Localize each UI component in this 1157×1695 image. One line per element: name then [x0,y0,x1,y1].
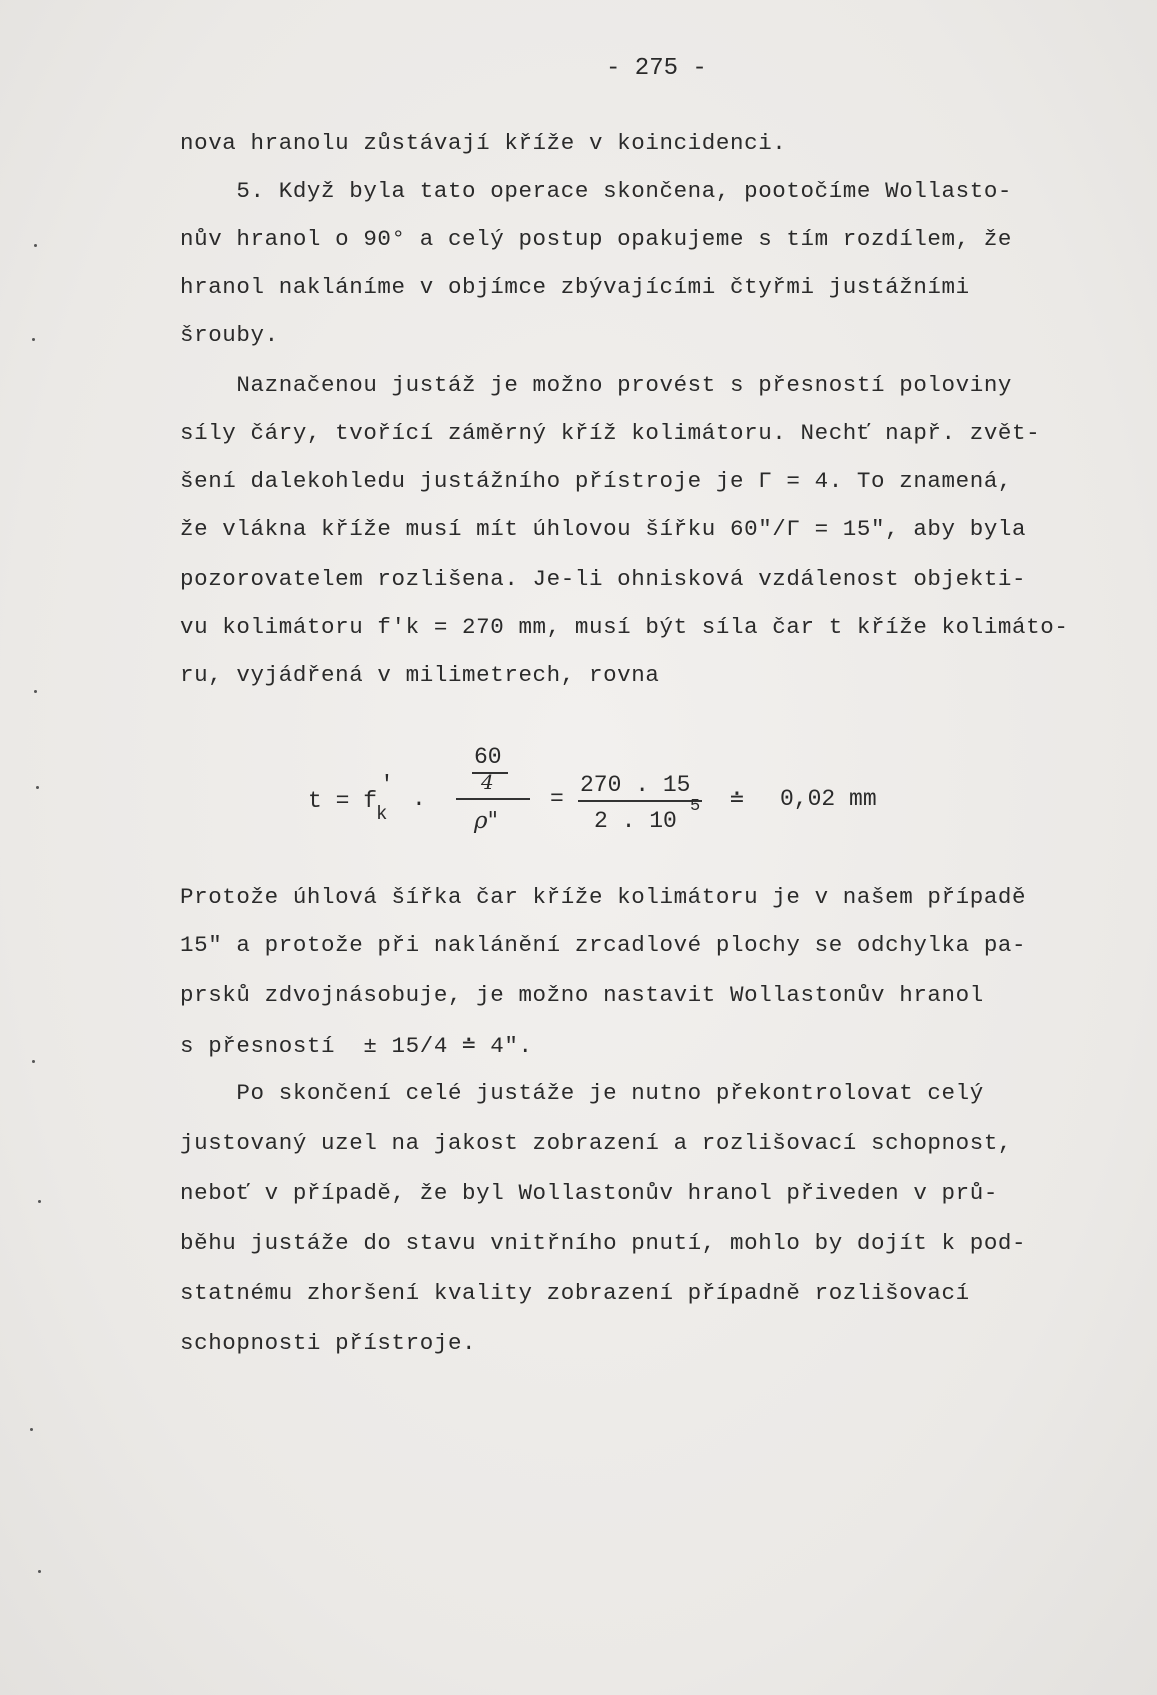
text-line: Po skončení celé justáže je nutno překontrolovat celý [180,1080,984,1106]
formula-equals: = [550,786,564,812]
text-line: 5. Když byla tato operace skončena, pootočíme Wollasto- [180,178,1013,204]
formula-frac1-top-num: 60 [474,744,502,770]
text-line: Naznačenou justáž je možno provést s přesností poloviny [180,372,1013,398]
text-line: vu kolimátoru f'k = 270 mm, musí být síla čar t kříže kolimáto- [180,614,1069,640]
text-line: s přesností ± 15/4 ≐ 4". [180,1033,533,1059]
formula-prime: ' [380,772,394,798]
text-line: že vlákna kříže musí mít úhlovou šířku 60"/Γ = 15", aby byla [180,516,1027,542]
formula-dot: . [412,786,426,812]
text-line: 15" a protože při naklánění zrcadlové plochy se odchylka pa- [180,932,1027,958]
formula-frac2-den: 2 . 10 [594,808,677,834]
formula-fraction-bar [456,798,530,800]
scan-speck [38,1570,41,1573]
formula-exponent: 5 [690,797,701,816]
scan-speck [38,1200,41,1203]
formula-approx: ≐ [730,787,744,813]
scan-speck [34,244,37,247]
scan-speck [34,690,37,693]
scan-speck [30,1428,33,1431]
text-line: nův hranol o 90° a celý postup opakujeme s tím rozdílem, že [180,226,1013,252]
text-line: šrouby. [180,322,279,348]
formula-frac2-num: 270 . 15 [580,772,691,798]
page-number: - 275 - [606,55,707,82]
text-line: šení dalekohledu justážního přístroje je Γ = 4. To znamená, [180,468,1013,494]
text-line: pozorovatelem rozlišena. Je-li ohnisková vzdálenost objekti- [180,566,1027,592]
scan-speck [32,338,35,341]
text-line: nova hranolu zůstávají kříže v koincidenci. [180,130,787,156]
formula-frac1-den: ρ" [474,808,499,834]
formula-fraction-bar [578,800,702,802]
text-line: ru, vyjádřená v milimetrech, rovna [180,662,660,688]
formula-subscript: k [376,803,388,825]
formula-lhs: t = f [308,788,378,814]
formula-frac1-top-den: 4 [481,770,494,794]
text-line: statnému zhoršení kvality zobrazení případně rozlišovací [180,1280,970,1306]
text-line: justovaný uzel na jakost zobrazení a rozlišovací schopnost, [180,1130,1013,1156]
text-line: síly čáry, tvořící záměrný kříž kolimátoru. Nechť např. zvět- [180,420,1041,446]
scan-speck [36,786,39,789]
text-line: Protože úhlová šířka čar kříže kolimátoru je v našem případě [180,884,1027,910]
text-line: hranol nakláníme v objímce zbývajícími čtyřmi justážními [180,274,970,300]
scan-speck [32,1060,35,1063]
text-line: neboť v případě, že byl Wollastonův hranol přiveden v prů- [180,1180,998,1206]
text-line: běhu justáže do stavu vnitřního pnutí, mohlo by dojít k pod- [180,1230,1027,1256]
text-line: schopnosti přístroje. [180,1330,477,1356]
formula-result: 0,02 mm [780,786,877,812]
text-line: prsků zdvojnásobuje, je možno nastavit Wollastonův hranol [180,982,984,1008]
